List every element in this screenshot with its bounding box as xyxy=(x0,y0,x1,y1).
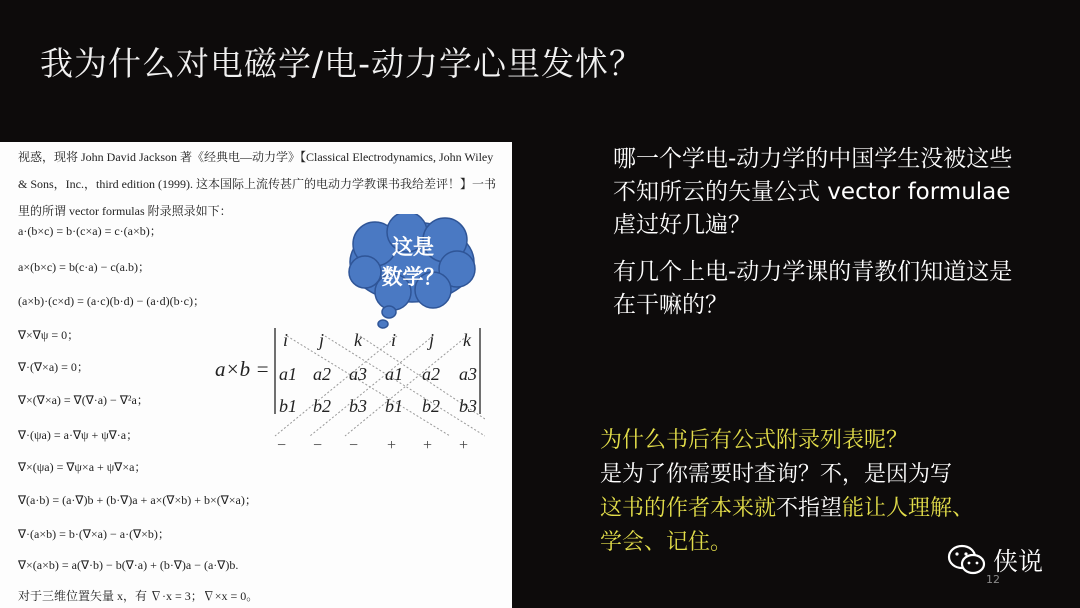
answer-paragraph xyxy=(600,424,1070,560)
formula: (a×b)·(c×d) = (a·c)(b·d) − (a·d)(b·c)； xyxy=(18,294,205,308)
svg-text:+: + xyxy=(387,437,397,454)
svg-text:a1: a1 xyxy=(385,364,403,384)
svg-text:b3: b3 xyxy=(349,396,367,416)
question-paragraph-1: 哪一个学电-动力学的中国学生没被这些不知所云的矢量公式 vector formulae 虐过好几遍？ xyxy=(613,146,1013,238)
formula: ∇·(∇×a) = 0； xyxy=(18,360,89,374)
formula: ∇×(∇×a) = ∇(∇·a) − ∇²a； xyxy=(18,393,149,407)
svg-text:j: j xyxy=(319,330,325,350)
determinant-lhs: a×b = xyxy=(215,357,270,381)
svg-text:b1: b1 xyxy=(385,396,403,416)
formula: ∇·(a×b) = b·(∇×a) − a·(∇×b)； xyxy=(18,527,170,541)
formula: ∇×(a×b) = a(∇·b) − b(∇·a) + (b·∇)a − (a·∇)b. xyxy=(18,558,239,572)
formula: ∇×(ψa) = ∇ψ×a + ψ∇×a； xyxy=(18,460,147,474)
question-paragraph-2: 有几个上电-动力学课的青教们知道这是在干嘛的？ xyxy=(613,259,1013,318)
svg-text:j: j xyxy=(429,330,435,350)
formula: a×(b×c) = b(c·a) − c(a.b)； xyxy=(18,260,151,274)
svg-text:i: i xyxy=(391,330,397,350)
brand-name: 侠说 xyxy=(993,547,1044,576)
answer-line-2: 是为了你需要时查询？不，是因为写 xyxy=(600,462,953,487)
svg-text:+: + xyxy=(423,437,433,454)
page-number: 12 xyxy=(986,573,1000,586)
excerpt-intro: 视惑，现将 John David Jackson 著《经典电—动力学》【Classical Electrodynamics, John Wiley & Sons，Inc.，third edition (1999). 这本国际上流传甚广的电动力学教课书我给差评！】一书里的所谓 vector formulas 附录照录如下： xyxy=(18,150,496,218)
svg-text:a2: a2 xyxy=(313,364,331,384)
cloud-caption: 这是 数学？ xyxy=(381,235,445,289)
svg-text:−: − xyxy=(349,437,359,454)
svg-text:b2: b2 xyxy=(313,396,331,416)
answer-line-1: 为什么书后有公式附录列表呢？ xyxy=(600,428,909,453)
svg-text:−: − xyxy=(277,437,287,454)
svg-text:a3: a3 xyxy=(349,364,367,384)
formula: ∇(a·b) = (a·∇)b + (b·∇)a + a×(∇×b) + b×(∇×a)； xyxy=(18,493,257,507)
svg-text:k: k xyxy=(354,330,362,350)
formula: ∇×∇ψ = 0； xyxy=(18,328,80,342)
svg-text:−: − xyxy=(313,437,323,454)
svg-text:a1: a1 xyxy=(279,364,297,384)
slide-title: 我为什么对电磁学/电-动力学心里发怵？ xyxy=(40,44,644,83)
determinant-diagram xyxy=(215,324,485,454)
wechat-icon xyxy=(947,544,987,576)
svg-text:b2: b2 xyxy=(422,396,440,416)
formula: ∇·(ψa) = a·∇ψ + ψ∇·a； xyxy=(18,428,139,442)
svg-text:+: + xyxy=(459,437,469,454)
svg-text:k: k xyxy=(463,330,471,350)
svg-text:b3: b3 xyxy=(459,396,477,416)
svg-text:a2: a2 xyxy=(422,364,440,384)
svg-text:i: i xyxy=(283,330,289,350)
excerpt-footer: 对于三维位置矢量 x，有 ∇·x = 3；∇×x = 0。 xyxy=(18,589,259,603)
svg-text:a3: a3 xyxy=(459,364,477,384)
answer-line-4: 学会、记住。 xyxy=(600,530,733,555)
formula: a·(b×c) = b·(c×a) = c·(a×b)； xyxy=(18,224,162,238)
answer-line-3: 这书的作者本来就不指望能让人理解、 xyxy=(600,496,975,521)
svg-text:b1: b1 xyxy=(279,396,297,416)
